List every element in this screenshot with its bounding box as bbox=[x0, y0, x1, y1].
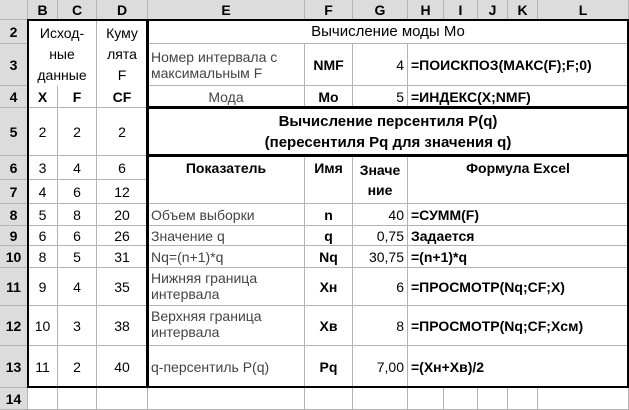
indicator-label[interactable]: Значение q bbox=[148, 226, 305, 246]
header-cf[interactable]: CF bbox=[97, 86, 148, 108]
indicator-name[interactable]: Nq bbox=[305, 246, 353, 268]
row-header-6[interactable]: 6 bbox=[0, 156, 28, 180]
empty-cell[interactable] bbox=[478, 388, 508, 410]
percentile-title[interactable] bbox=[148, 108, 629, 156]
indicator-label[interactable]: Верхняя граница интервала bbox=[148, 306, 305, 346]
header-name[interactable]: Имя bbox=[305, 156, 353, 204]
cf-value[interactable]: 20 bbox=[97, 204, 148, 226]
indicator-formula[interactable]: Задается bbox=[408, 226, 629, 246]
empty-cell[interactable] bbox=[353, 388, 408, 410]
indicator-formula[interactable]: =(n+1)*q bbox=[408, 246, 629, 268]
x-value[interactable]: 3 bbox=[28, 156, 58, 180]
column-header-G[interactable]: G bbox=[353, 0, 408, 20]
header-value[interactable]: Значе ние bbox=[353, 156, 408, 204]
indicator-name[interactable]: q bbox=[305, 226, 353, 246]
column-header-E[interactable]: E bbox=[148, 0, 305, 20]
f-value[interactable]: 8 bbox=[58, 204, 97, 226]
f-value[interactable]: 2 bbox=[58, 108, 97, 156]
f-value[interactable]: 6 bbox=[58, 180, 97, 204]
row-header-4[interactable]: 4 bbox=[0, 86, 28, 108]
row-header-3[interactable]: 3 bbox=[0, 44, 28, 86]
column-header-B[interactable]: B bbox=[28, 0, 58, 20]
indicator-name[interactable]: Xн bbox=[305, 268, 353, 306]
cf-value[interactable]: 6 bbox=[97, 156, 148, 180]
mode-formula[interactable]: =ИНДЕКС(X;NMF) bbox=[408, 86, 629, 108]
cf-value[interactable]: 40 bbox=[97, 346, 148, 388]
empty-cell[interactable] bbox=[408, 388, 444, 410]
row-header-8[interactable]: 8 bbox=[0, 204, 28, 226]
row-header-12[interactable]: 12 bbox=[0, 306, 28, 346]
cf-value[interactable]: 12 bbox=[97, 180, 148, 204]
empty-cell[interactable] bbox=[148, 388, 305, 410]
header-x[interactable]: X bbox=[28, 86, 58, 108]
x-value[interactable]: 10 bbox=[28, 306, 58, 346]
column-header-K[interactable]: K bbox=[508, 0, 538, 20]
row-header-2[interactable]: 2 bbox=[0, 20, 28, 44]
cf-value[interactable]: 31 bbox=[97, 246, 148, 268]
empty-cell[interactable] bbox=[444, 388, 478, 410]
column-header-D[interactable]: D bbox=[97, 0, 148, 20]
indicator-label[interactable]: Nq=(n+1)*q bbox=[148, 246, 305, 268]
empty-cell[interactable] bbox=[28, 388, 58, 410]
f-value[interactable]: 4 bbox=[58, 156, 97, 180]
column-header-H[interactable]: H bbox=[408, 0, 444, 20]
indicator-formula[interactable]: =ПРОСМОТР(Nq;CF;Xсм) bbox=[408, 306, 629, 346]
indicator-label[interactable]: Нижняя граница интервала bbox=[148, 268, 305, 306]
interval-value[interactable]: 4 bbox=[353, 44, 408, 86]
f-value[interactable]: 2 bbox=[58, 346, 97, 388]
cf-value[interactable]: 35 bbox=[97, 268, 148, 306]
x-value[interactable]: 9 bbox=[28, 268, 58, 306]
indicator-name[interactable]: n bbox=[305, 204, 353, 226]
column-header-C[interactable]: C bbox=[58, 0, 97, 20]
source-data-title[interactable]: Исход- ные данные bbox=[28, 20, 97, 108]
cumulative-title[interactable]: Куму лята F bbox=[97, 20, 148, 108]
x-value[interactable]: 6 bbox=[28, 226, 58, 246]
select-all-corner[interactable] bbox=[0, 0, 28, 20]
mode-title[interactable]: Вычисление моды Мо bbox=[148, 20, 629, 44]
indicator-label[interactable]: q-персентиль P(q) bbox=[148, 346, 305, 388]
indicator-value[interactable]: 40 bbox=[353, 204, 408, 226]
header-f[interactable]: F bbox=[58, 86, 97, 108]
percentile-title-line1: Вычисление персентиля P(q) bbox=[278, 113, 498, 130]
row-header-10[interactable]: 10 bbox=[0, 246, 28, 268]
column-header-J[interactable]: J bbox=[478, 0, 508, 20]
indicator-value[interactable]: 7,00 bbox=[353, 346, 408, 388]
empty-cell[interactable] bbox=[538, 388, 629, 410]
row-header-7[interactable]: 7 bbox=[0, 180, 28, 204]
indicator-formula[interactable]: =ПРОСМОТР(Nq;CF;X) bbox=[408, 268, 629, 306]
interval-label[interactable]: Номер интервала с максимальным F bbox=[148, 44, 305, 86]
mode-label[interactable]: Мода bbox=[148, 86, 305, 108]
column-header-L[interactable]: L bbox=[538, 0, 629, 20]
interval-name[interactable]: NMF bbox=[305, 44, 353, 86]
cf-value[interactable]: 26 bbox=[97, 226, 148, 246]
x-value[interactable]: 2 bbox=[28, 108, 58, 156]
f-value[interactable]: 3 bbox=[58, 306, 97, 346]
percentile-title-line2: (пересентиля Pq для значения q) bbox=[264, 134, 512, 151]
row-header-5[interactable]: 5 bbox=[0, 108, 28, 156]
indicator-name[interactable]: Xв bbox=[305, 306, 353, 346]
x-value[interactable]: 4 bbox=[28, 180, 58, 204]
f-value[interactable]: 5 bbox=[58, 246, 97, 268]
empty-cell[interactable] bbox=[508, 388, 538, 410]
interval-formula[interactable]: =ПОИСКПОЗ(МАКС(F);F;0) bbox=[408, 44, 629, 86]
column-header-F[interactable]: F bbox=[305, 0, 353, 20]
mode-value[interactable]: 5 bbox=[353, 86, 408, 108]
column-header-I[interactable]: I bbox=[444, 0, 478, 20]
empty-cell[interactable] bbox=[97, 388, 148, 410]
f-value[interactable]: 6 bbox=[58, 226, 97, 246]
x-value[interactable]: 8 bbox=[28, 246, 58, 268]
x-value[interactable]: 11 bbox=[28, 346, 58, 388]
indicator-label[interactable]: Объем выборки bbox=[148, 204, 305, 226]
cf-value[interactable]: 38 bbox=[97, 306, 148, 346]
row-header-9[interactable]: 9 bbox=[0, 226, 28, 246]
indicator-value[interactable]: 30,75 bbox=[353, 246, 408, 268]
mode-name[interactable]: Mo bbox=[305, 86, 353, 108]
indicator-value[interactable]: 8 bbox=[353, 306, 408, 346]
empty-cell[interactable] bbox=[58, 388, 97, 410]
x-value[interactable]: 5 bbox=[28, 204, 58, 226]
indicator-value[interactable]: 0,75 bbox=[353, 226, 408, 246]
header-formula[interactable]: Формула Excel bbox=[408, 156, 629, 204]
indicator-name[interactable]: Pq bbox=[305, 346, 353, 388]
row-header-14[interactable]: 14 bbox=[0, 388, 28, 410]
indicator-formula[interactable]: =(Xн+Xв)/2 bbox=[408, 346, 629, 388]
header-indicator[interactable]: Показатель bbox=[148, 156, 305, 204]
indicator-value[interactable]: 6 bbox=[353, 268, 408, 306]
row-header-11[interactable]: 11 bbox=[0, 268, 28, 306]
f-value[interactable]: 4 bbox=[58, 268, 97, 306]
indicator-formula[interactable]: =СУММ(F) bbox=[408, 204, 629, 226]
row-header-13[interactable]: 13 bbox=[0, 346, 28, 388]
cf-value[interactable]: 2 bbox=[97, 108, 148, 156]
empty-cell[interactable] bbox=[305, 388, 353, 410]
